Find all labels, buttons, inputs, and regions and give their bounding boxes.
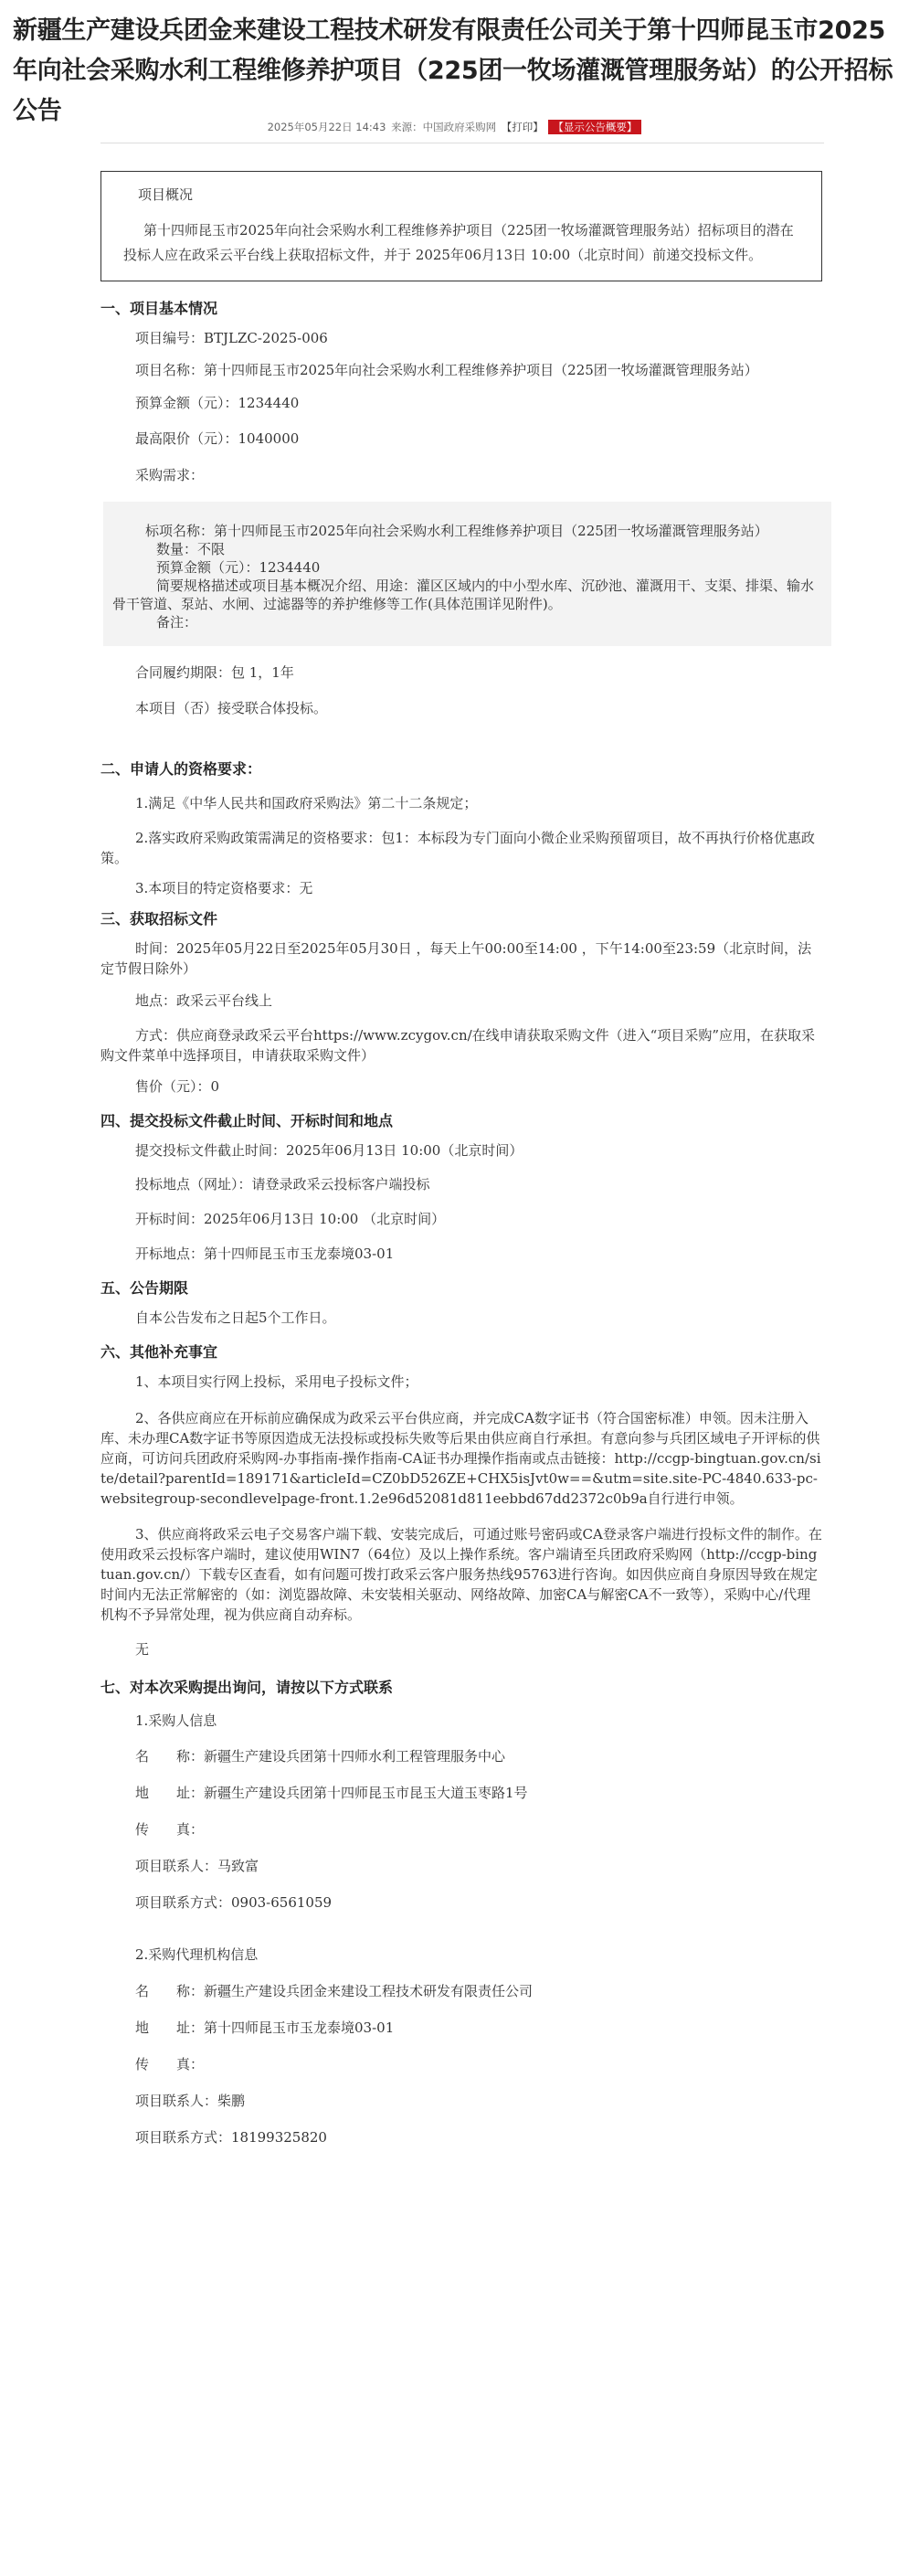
buyer-name: 名 称：新疆生产建设兵团第十四师水利工程管理服务中心 [135, 1748, 506, 1765]
show-summary-button[interactable]: 【显示公告概要】 [548, 120, 641, 134]
supplement-1: 1、本项目实行网上投标，采用电子投标文件； [135, 1373, 418, 1390]
section-1-heading: 一、项目基本情况 [100, 300, 218, 317]
page-title: 新疆生产建设兵团金来建设工程技术研发有限责任公司关于第十四师昆玉市2025年向社会采购水利工程维修养护项目（225团一牧场灌溉管理服务站）的公开招标公告 [13, 16, 893, 125]
consortium-note: 本项目（否）接受联合体投标。 [135, 700, 328, 716]
section-2-heading: 二、申请人的资格要求： [100, 760, 262, 778]
procurement-demand-table [103, 502, 831, 646]
lot-quantity: 数量：不限 [156, 541, 226, 557]
section-6-heading: 六、其他补充事宜 [100, 1343, 218, 1361]
buyer-phone: 项目联系方式：0903-6561059 [135, 1894, 333, 1911]
buyer-info-title: 1.采购人信息 [135, 1712, 217, 1729]
bid-open-place: 开标地点：第十四师昆玉市玉龙泰境03-01 [135, 1246, 395, 1262]
obtain-time: 时间：2025年05月22日至2025年05月30日 ，每天上午00:00至14:00 ，下午14:00至23:59（北京时间，法定节假日除外） [100, 940, 812, 977]
qualification-item-2: 2.落实政府采购政策需满足的资格要求：包1：本标段为专门面向小微企业采购预留项目，故不再执行价格优惠政策。 [100, 830, 815, 866]
overview-box [100, 171, 822, 281]
bid-deadline: 提交投标文件截止时间：2025年06月13日 10:00（北京时间） [135, 1142, 523, 1159]
print-link[interactable]: 【打印】 [501, 121, 544, 133]
supplement-3: 3、供应商将政采云电子交易客户端下载、安装完成后，可通过账号密码或CA登录客户端进行投标文件的制作。在使用政采云投标客户端时，建议使用WIN7（64位）及以上操作系统。客户端请至兵团政府采购网（http://ccgp-bingtuan.gov.cn/）下载专区查看，如有问题可拨打政采云客户服务热线95763进行咨询。如因供应商自身原因导致在规定时间内无法正常解密的（如：浏览器故障、未安装相关驱动、网络故障、加密CA与解密CA不一致等），采购中心/代理机构不予异常处理，视为供应商自动弃标。 [100, 1526, 822, 1623]
lot-name: 标项名称：第十四师昆玉市2025年向社会采购水利工程维修养护项目（225团一牧场灌溉管理服务站） [145, 523, 768, 539]
lot-budget: 预算金额（元）：1234440 [156, 559, 321, 576]
budget-amount: 预算金额（元）：1234440 [135, 395, 300, 411]
section-5-heading: 五、公告期限 [100, 1279, 189, 1297]
qualification-item-1: 1.满足《中华人民共和国政府采购法》第二十二条规定； [135, 795, 478, 811]
buyer-address: 地 址：新疆生产建设兵团第十四师昆玉市昆玉大道玉枣路1号 [135, 1785, 528, 1801]
agent-contact: 项目联系人：柴鹏 [135, 2093, 246, 2109]
procurement-demand-label: 采购需求： [135, 467, 205, 483]
section-7-heading: 七、对本次采购提出询问，请按以下方式联系 [100, 1679, 394, 1696]
project-name: 项目名称：第十四师昆玉市2025年向社会采购水利工程维修养护项目（225团一牧场灌溉管理服务站） [135, 362, 758, 378]
article-meta [0, 120, 909, 134]
publish-datetime: 2025年05月22日 14:43 [267, 121, 386, 133]
obtain-method: 方式：供应商登录政采云平台https://www.zcygov.cn/在线申请获取采购文件（进入“项目采购”应用，在获取采购文件菜单中选择项目，申请获取采购文件） [100, 1027, 816, 1064]
overview-heading: 项目概况 [138, 186, 194, 203]
buyer-fax: 传 真： [135, 1821, 205, 1838]
qualification-item-3: 3.本项目的特定资格要求：无 [135, 880, 313, 896]
supplement-2: 2、各供应商应在开标前应确保成为政采云平台供应商，并完成CA数字证书（符合国密标准）申领。因未注册入库、未办理CA数字证书等原因造成无法投标或投标失败等后果由供应商自行承担。有意向参与兵团区域电子开评标的供应商，可访问兵团政府采购网-办事指南-操作指南-CA证书办理操作指南或点击链接：http://ccgp-bingtuan.gov.cn/site/detail?parentId=189171&articleId=CZ0bD526ZE+CHX5isJvt0w==&utm=site.site-PC-4840.633-pc-websitegroup-secondlevelpage-front.1.2e96d52081d811eebbd67dd2372c0b9a自行进行申领。 [100, 1410, 821, 1507]
lot-note: 备注： [156, 614, 198, 631]
agent-info-title: 2.采购代理机构信息 [135, 1946, 259, 1963]
source-label: 来源：中国政府采购网 [391, 121, 497, 133]
section-3-heading: 三、获取招标文件 [100, 910, 218, 928]
project-number: 项目编号：BTJLZC-2025-006 [135, 330, 328, 346]
lot-description: 简要规格描述或项目基本概况介绍、用途：灌区区域内的中小型水库、沉砂池、灌溉用干、支渠、排渠、输水骨干管道、泵站、水闸、过滤器等的养护维修等工作(具体范围详见附件)。 [112, 578, 815, 612]
article-body [100, 171, 822, 2147]
overview-text: 第十四师昆玉市2025年向社会采购水利工程维修养护项目（225团一牧场灌溉管理服务站）招标项目的潜在投标人应在政采云平台线上获取招标文件，并于 2025年06月13日 10:00（北京时间）前递交投标文件。 [123, 222, 794, 263]
document-price: 售价（元）：0 [135, 1078, 220, 1095]
agent-fax: 传 真： [135, 2056, 205, 2072]
agent-address: 地 址：第十四师昆玉市玉龙泰境03-01 [135, 2019, 395, 2036]
bid-submit-place: 投标地点（网址）：请登录政采云投标客户端投标 [135, 1176, 430, 1193]
section-4-heading: 四、提交投标文件截止时间、开标时间和地点 [100, 1112, 394, 1129]
obtain-place: 地点：政采云平台线上 [135, 992, 273, 1009]
agent-name: 名 称：新疆生产建设兵团金来建设工程技术研发有限责任公司 [135, 1983, 534, 1999]
contract-period: 合同履约期限：包 1，1年 [135, 664, 294, 681]
buyer-contact: 项目联系人：马致富 [135, 1858, 259, 1874]
max-price: 最高限价（元）：1040000 [135, 430, 300, 447]
supplement-4: 无 [135, 1641, 150, 1658]
announcement-period: 自本公告发布之日起5个工作日。 [135, 1309, 336, 1326]
bid-open-time: 开标时间：2025年06月13日 10:00 （北京时间） [135, 1211, 446, 1227]
agent-phone: 项目联系方式：18199325820 [135, 2129, 327, 2146]
